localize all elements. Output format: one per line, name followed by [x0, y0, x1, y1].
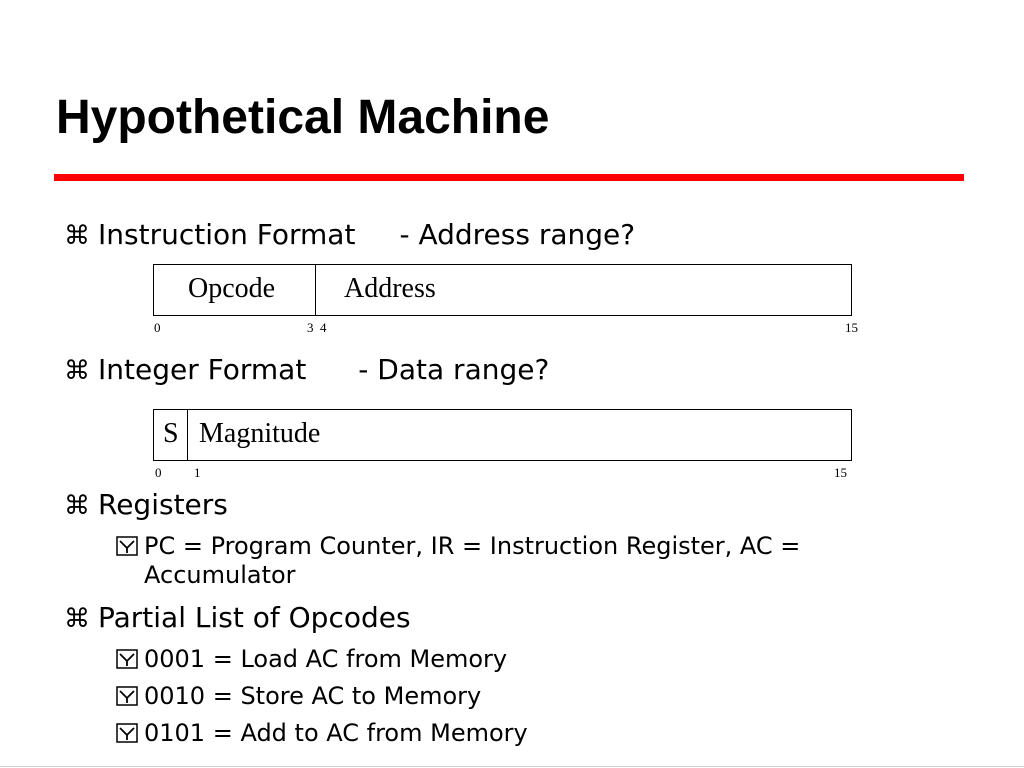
bit-label-15: 15 — [834, 465, 847, 480]
sub-bullet-opcode — [116, 719, 836, 748]
checkbox-y-icon — [116, 723, 138, 743]
checkbox-y-icon — [116, 649, 138, 669]
bit-label-15: 15 — [845, 320, 858, 335]
command-key-icon: ⌘ — [64, 491, 90, 521]
sub-bullet-opcode — [116, 682, 836, 711]
bullet-opcodes — [64, 601, 411, 636]
checkbox-y-icon — [116, 536, 138, 556]
sub-bullet-registers — [116, 532, 836, 590]
bullet-integer-format — [64, 353, 549, 388]
bullet-question: - Data range? — [358, 353, 550, 386]
bullet-label: Integer Format — [98, 353, 307, 386]
slide-title: Hypothetical Machine — [56, 91, 550, 144]
field-divider — [187, 410, 188, 460]
bit-label-4: 4 — [320, 320, 327, 335]
sub-bullet-text: PC = Program Counter, IR = Instruction Register, AC = Accumulator — [144, 532, 801, 589]
bullet-label: Instruction Format — [98, 218, 356, 251]
bullet-question: - Address range? — [399, 218, 636, 251]
bit-label-0: 0 — [154, 320, 161, 335]
footer-divider — [0, 766, 1024, 767]
bit-label-3: 3 — [307, 320, 314, 335]
sub-bullet-text: 0001 = Load AC from Memory — [144, 645, 508, 673]
sub-bullet-opcode — [116, 645, 836, 674]
bit-label-1: 1 — [194, 465, 201, 480]
sub-bullet-text: 0101 = Add to AC from Memory — [144, 719, 528, 747]
bullet-instruction-format — [64, 218, 635, 253]
bullet-label: Partial List of Opcodes — [98, 601, 411, 634]
command-key-icon: ⌘ — [64, 356, 90, 386]
integer-format-diagram — [153, 409, 852, 461]
command-key-icon: ⌘ — [64, 221, 90, 251]
bullet-registers — [64, 488, 228, 523]
bit-label-0: 0 — [155, 465, 162, 480]
bullet-label: Registers — [98, 488, 228, 521]
command-key-icon: ⌘ — [64, 604, 90, 634]
magnitude-field: Magnitude — [199, 418, 321, 449]
sign-field: S — [163, 418, 179, 449]
opcode-field: Opcode — [188, 273, 276, 304]
instruction-format-diagram — [153, 264, 852, 316]
checkbox-y-icon — [116, 686, 138, 706]
sub-bullet-text: 0010 = Store AC to Memory — [144, 682, 482, 710]
address-field: Address — [344, 273, 436, 304]
title-underline — [54, 174, 964, 181]
field-divider — [315, 265, 316, 315]
